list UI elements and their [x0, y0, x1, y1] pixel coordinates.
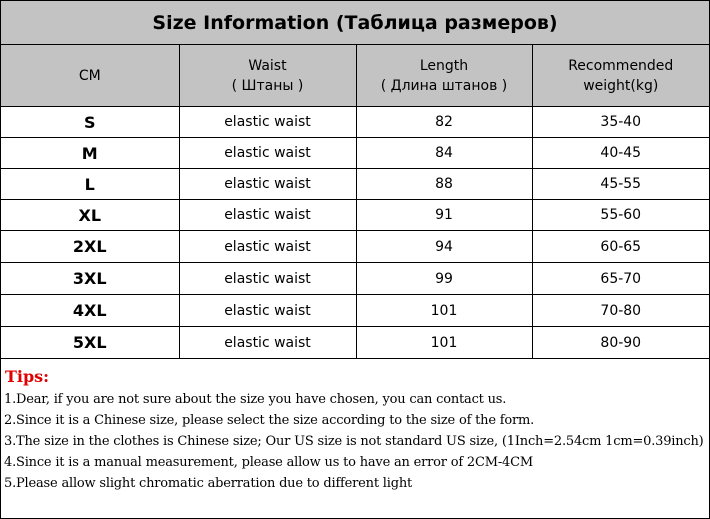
header-weight-sublabel: weight(kg)	[583, 77, 659, 94]
waist-cell: elastic waist	[179, 295, 356, 327]
waist-cell: elastic waist	[179, 200, 356, 231]
size-cell: S	[1, 107, 179, 138]
waist-cell: elastic waist	[179, 327, 356, 359]
header-length-sublabel: ( Длина штанов )	[380, 77, 508, 94]
table-row	[1, 327, 709, 359]
waist-cell: elastic waist	[179, 231, 356, 263]
tip-line: 3.The size in the clothes is Chinese size; Our US size is not standard US size, (1Inch=2.54cm 1cm=0.39inch)	[4, 434, 704, 449]
header-weight-label: Recommended	[568, 57, 674, 74]
tips-section	[1, 361, 709, 518]
header-length	[356, 45, 532, 107]
size-cell: 2XL	[1, 231, 179, 263]
size-cell: 4XL	[1, 295, 179, 327]
header-cm-label: CM	[78, 67, 101, 84]
weight-cell: 45-55	[532, 169, 709, 200]
weight-cell: 70-80	[532, 295, 709, 327]
waist-cell: elastic waist	[179, 169, 356, 200]
waist-cell: elastic waist	[179, 107, 356, 138]
length-cell: 84	[356, 138, 532, 169]
weight-cell: 55-60	[532, 200, 709, 231]
waist-cell: elastic waist	[179, 263, 356, 295]
table-header-row	[1, 45, 709, 107]
header-waist-sublabel: ( Штаны )	[231, 77, 304, 94]
chart-title: Size Information (Таблица размеров)	[1, 1, 709, 45]
tips-title: Tips:	[5, 367, 50, 386]
waist-cell: elastic waist	[179, 138, 356, 169]
table-row	[1, 263, 709, 295]
length-cell: 101	[356, 327, 532, 359]
weight-cell: 60-65	[532, 231, 709, 263]
header-cm	[1, 45, 179, 107]
size-table	[1, 45, 709, 359]
table-row	[1, 107, 709, 138]
size-cell: 5XL	[1, 327, 179, 359]
table-row	[1, 200, 709, 231]
header-weight	[532, 45, 709, 107]
size-cell: 3XL	[1, 263, 179, 295]
length-cell: 101	[356, 295, 532, 327]
header-length-label: Length	[419, 57, 469, 74]
tip-line: 4.Since it is a manual measurement, please allow us to have an error of 2CM-4CM	[4, 455, 533, 470]
length-cell: 99	[356, 263, 532, 295]
length-cell: 88	[356, 169, 532, 200]
size-cell: L	[1, 169, 179, 200]
length-cell: 82	[356, 107, 532, 138]
weight-cell: 40-45	[532, 138, 709, 169]
weight-cell: 35-40	[532, 107, 709, 138]
weight-cell: 65-70	[532, 263, 709, 295]
size-cell: M	[1, 138, 179, 169]
tip-line: 5.Please allow slight chromatic aberration due to different light	[4, 476, 413, 491]
weight-cell: 80-90	[532, 327, 709, 359]
length-cell: 94	[356, 231, 532, 263]
size-cell: XL	[1, 200, 179, 231]
length-cell: 91	[356, 200, 532, 231]
table-row	[1, 231, 709, 263]
header-waist-label: Waist	[248, 57, 287, 74]
tip-line: 2.Since it is a Chinese size, please select the size according to the size of the form.	[4, 413, 535, 428]
table-row	[1, 169, 709, 200]
table-row	[1, 295, 709, 327]
table-row	[1, 138, 709, 169]
header-waist	[179, 45, 356, 107]
tip-line: 1.Dear, if you are not sure about the size you have chosen, you can contact us.	[4, 392, 507, 407]
